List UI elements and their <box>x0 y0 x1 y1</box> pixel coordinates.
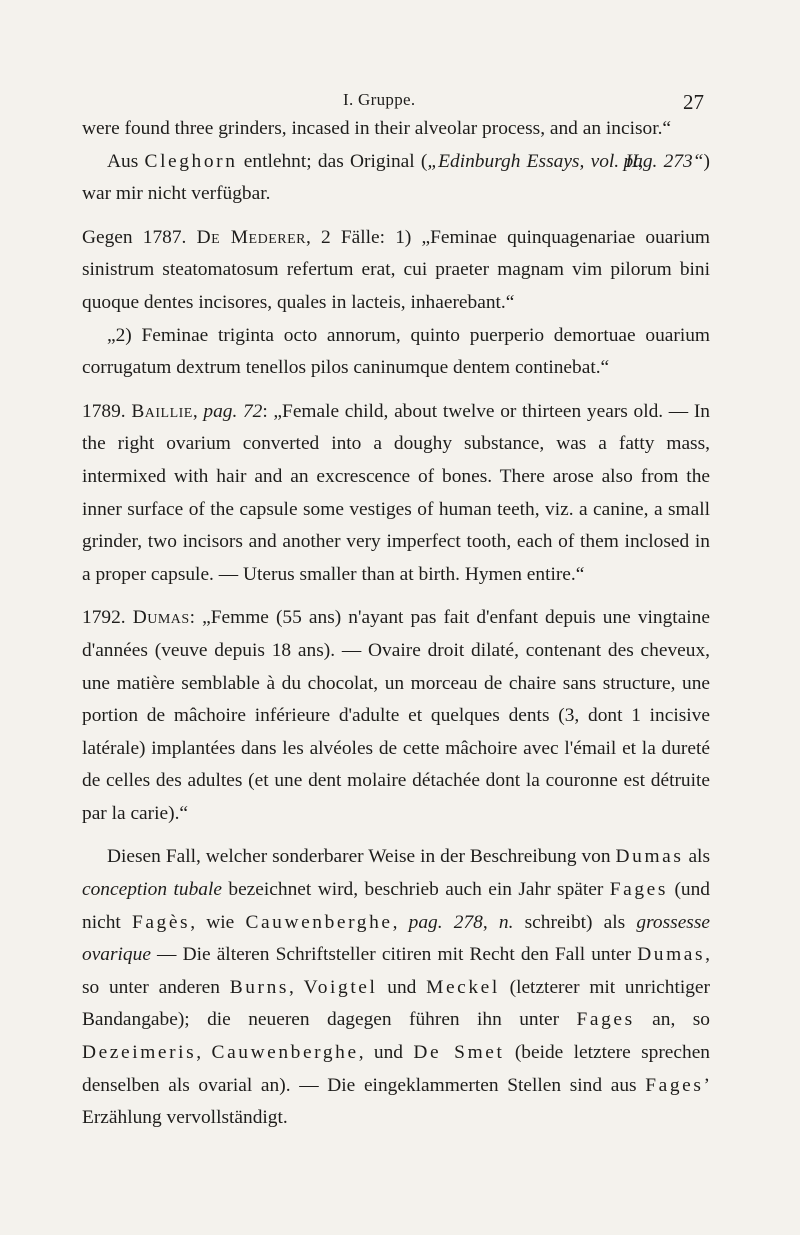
citation: „Edinburgh Essays, vol. II, <box>427 150 644 172</box>
author-name: Baillie <box>131 400 193 422</box>
paragraph-incisor-continuation <box>82 113 710 146</box>
citation-page: pag. 278 <box>408 911 483 933</box>
running-head: I. Gruppe. <box>343 90 416 109</box>
author-name: De Mederer <box>196 226 306 248</box>
page-number: 27 <box>683 90 704 114</box>
author-name: Meckel <box>426 976 500 998</box>
paragraph-de-mederer: Gegen 1787. De Mederer, 2 Fälle: 1) „Feminae quinquagenariae ouarium sinistrum steatomatosum refertum erat, cui praeter magnam vim pilorum bini quoque dentes incisores, quales in lacteis, inhaerebant.“ <box>82 226 710 313</box>
paragraph-text: were found three grinders, incased in their alveolar process, and an incisor.“ <box>82 118 672 139</box>
year: Gegen 1787. <box>82 226 197 248</box>
citation-note: n. <box>498 911 514 933</box>
author-name: Fages <box>576 1009 635 1031</box>
author-name: Cauwenberghe <box>211 1042 359 1064</box>
citation-page: pag. 72 <box>203 400 263 422</box>
paragraph-dumas: 1792. Dumas: „Femme (55 ans) n'ayant pas fait d'enfant depuis une vingtaine d'années (veuve depuis 18 ans). — Ovaire droit dilaté, contenant des cheveux, une matière semblable à du chocolat, un morceau de chaire sans structure, une portion de mâchoire inférieure d'adulte et quelques dents (3, dont 1 incisive latérale) implantées dans les alvéoles de cette mâchoire avec l'émail et la dureté de celles des adultes (et une dent molaire détachée dont la couronne est détruite par la carie).“ <box>82 607 710 824</box>
citation-page: pag. 273“ <box>623 150 704 172</box>
author-name: Dezeimeris <box>82 1042 197 1064</box>
author-name: Fages <box>645 1074 704 1096</box>
author-name: Dumas <box>615 846 684 868</box>
author-name: Fages <box>609 879 669 901</box>
author-name: Dumas <box>637 944 706 966</box>
author-name: Cauwenberghe <box>245 911 393 933</box>
paragraph-baillie: 1789. Baillie, pag. 72: „Female child, about twelve or thirteen years old. — In the right ovarium converted into a doughy substance, was a fatty mass, intermixed with hair and an excrescence of bones. There arose also from the inner surface of the capsule some vestiges of human teeth, viz. a canine, a small grinder, two incisors and another very imperfect tooth, each of them inclosed in a proper capsule. — Uterus smaller than at birth. Hymen entire.“ <box>82 400 711 585</box>
paragraph-text: „2) Feminae triginta octo annorum, quinto puerperio demortuae ouarium corrugatum dextrum tenellos pilos caninumque dentem continebat.“ <box>82 324 710 379</box>
year: 1792. <box>82 607 133 629</box>
author-name: Dumas <box>132 607 190 629</box>
author-name: Voigtel <box>303 976 378 998</box>
author-name: De Smet <box>413 1042 505 1064</box>
author-name: Cleghorn <box>144 150 238 172</box>
paragraph-cleghorn-source: Aus Cleghorn entlehnt; das Original („Edinburgh Essays, vol. II, pag. 273“) war mir nicht verfügbar. <box>82 150 711 205</box>
paragraph-case-two <box>82 320 710 385</box>
page-header <box>0 90 800 114</box>
term: conception tubale <box>82 879 222 901</box>
page-body <box>82 113 710 1135</box>
author-name: Fagès <box>131 911 191 933</box>
paragraph-commentary: Diesen Fall, welcher sonderbarer Weise in der Beschreibung von Dumas als conception tubale bezeichnet wird, beschrieb auch ein Jahr später Fages (und nicht Fagès, wie Cauwenberghe, pag. 278, n. schreibt) als grossesse ovarique — Die älteren Schriftsteller citiren mit Recht den Fall unter Dumas, so unter anderen Burns, Voigtel und Meckel (letzterer mit unrichtiger Bandangabe); die neueren dagegen führen ihn unter Fages an, so Dezeimeris, Cauwenberghe, und De Smet (beide letztere sprechen denselben als ovarial an). — Die eingeklammerten Stellen sind aus Fages’ Erzählung vervollständigt. <box>82 846 711 1129</box>
author-name: Burns <box>229 976 290 998</box>
term: grossesse ovarique <box>82 911 711 966</box>
year: 1789. <box>82 400 132 422</box>
